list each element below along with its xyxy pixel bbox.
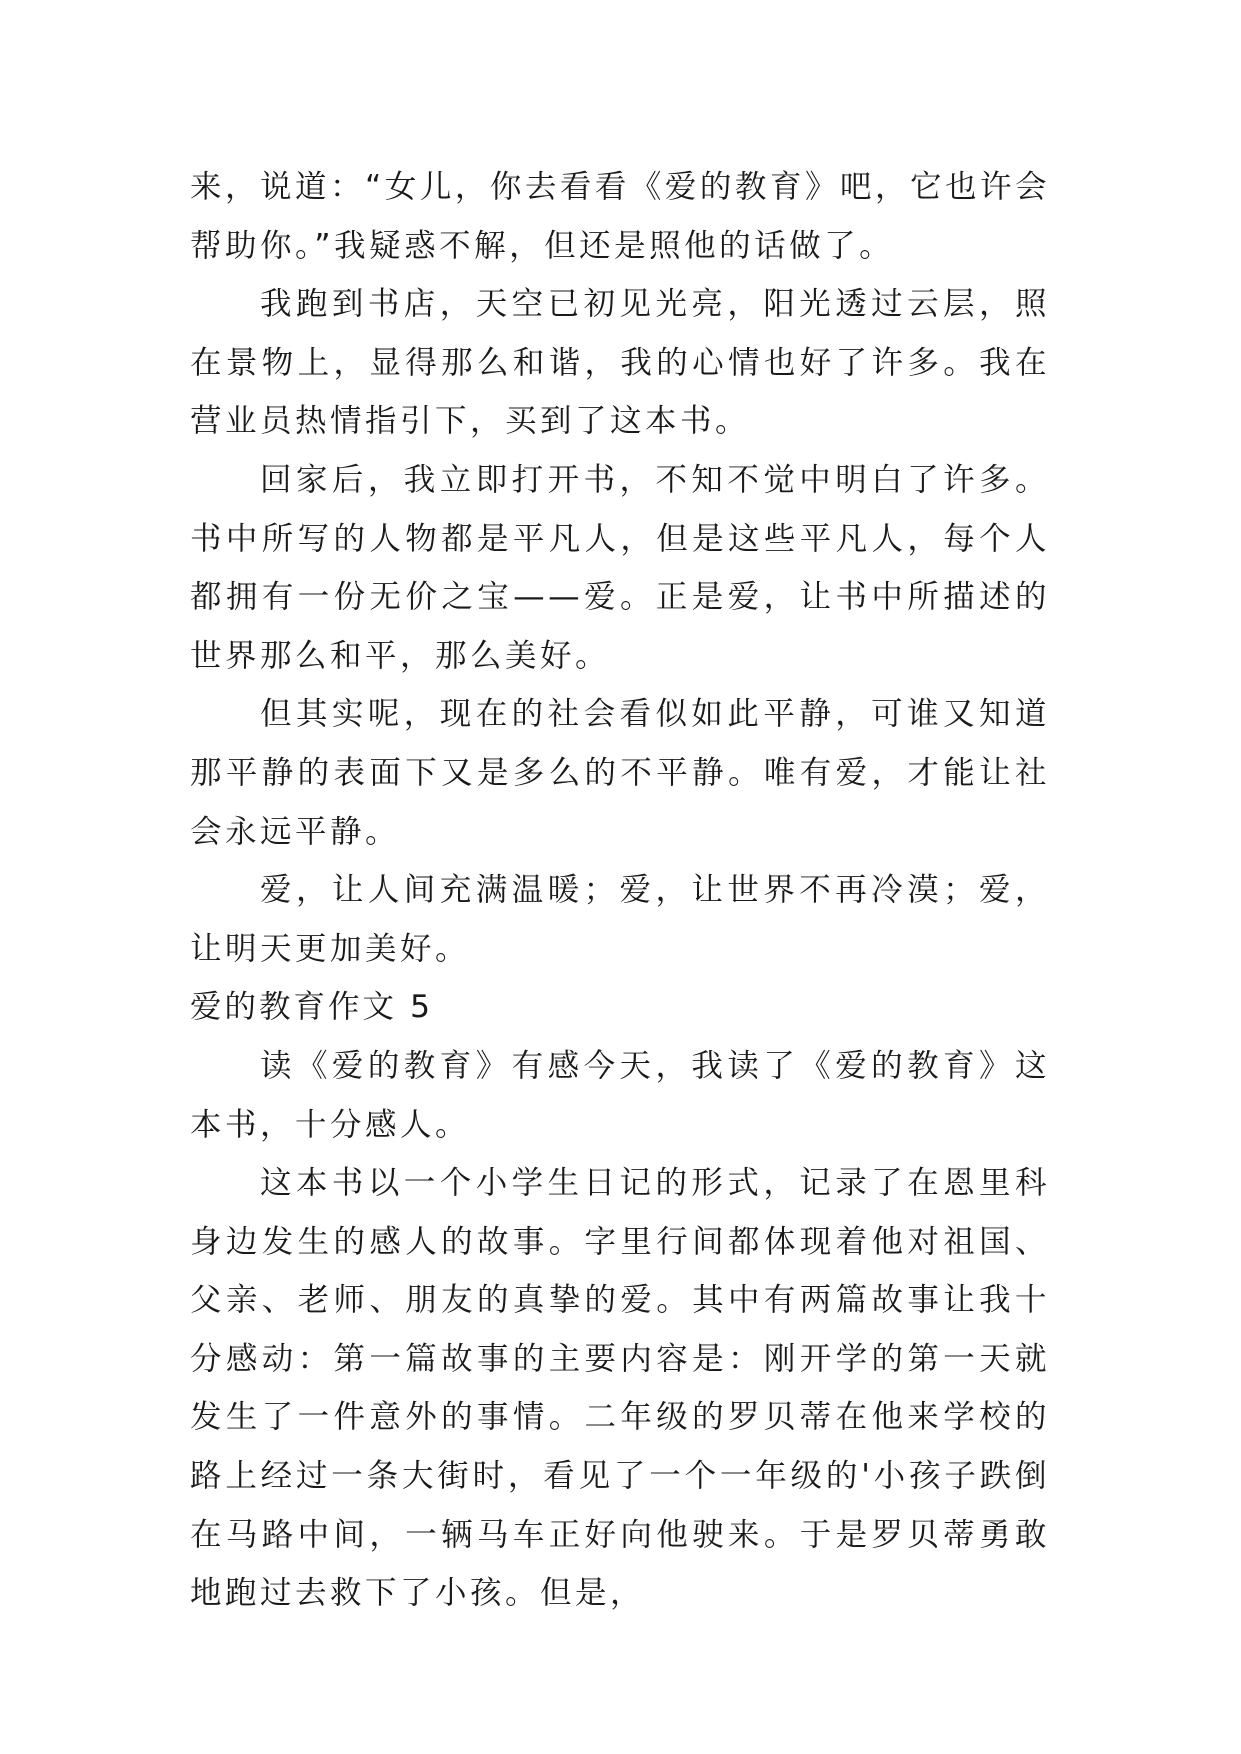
section-paragraph-2: 这本书以一个小学生日记的形式，记录了在恩里科身边发生的感人的故事。字里行间都体现着他对祖国、父亲、老师、朋友的真挚的爱。其中有两篇故事让我十分感动：第一篇故事的主要内容是：刚开学的第一天就发生了一件意外的事情。二年级的罗贝蒂在他来学校的路上经过一条大街时，看见了一个一年级的'小孩子跌倒在马路中间，一辆马车正好向他驶来。于是罗贝蒂勇敢地跑过去救下了小孩。但是， [190,1165,1050,1612]
paragraph-2: 我跑到书店，天空已初见光亮，阳光透过云层，照在景物上，显得那么和谐，我的心情也好了许多。我在营业员热情指引下，买到了这本书。 [190,286,1050,440]
section-paragraph-1: 读《爱的教育》有感今天，我读了《爱的教育》这本书，十分感人。 [190,1047,1050,1143]
paragraph-1: 来，说道：“女儿，你去看看《爱的教育》吧，它也许会帮助你。”我疑惑不解，但还是照他的话做了。 [190,169,1050,264]
paragraph-5: 爱，让人间充满温暖；爱，让世界不再冷漠；爱，让明天更加美好。 [190,872,1050,967]
paragraph-3: 回家后，我立即打开书，不知不觉中明白了许多。书中所写的人物都是平凡人，但是这些平凡人，每个人都拥有一份无价之宝——爱。正是爱，让书中所描述的世界那么和平，那么美好。 [190,461,1050,674]
document-page [190,158,1050,1623]
section-heading: 爱的教育作文 5 [190,989,434,1026]
paragraph-4: 但其实呢，现在的社会看似如此平静，可谁又知道那平静的表面下又是多么的不平静。唯有爱，才能让社会永远平静。 [190,696,1050,850]
